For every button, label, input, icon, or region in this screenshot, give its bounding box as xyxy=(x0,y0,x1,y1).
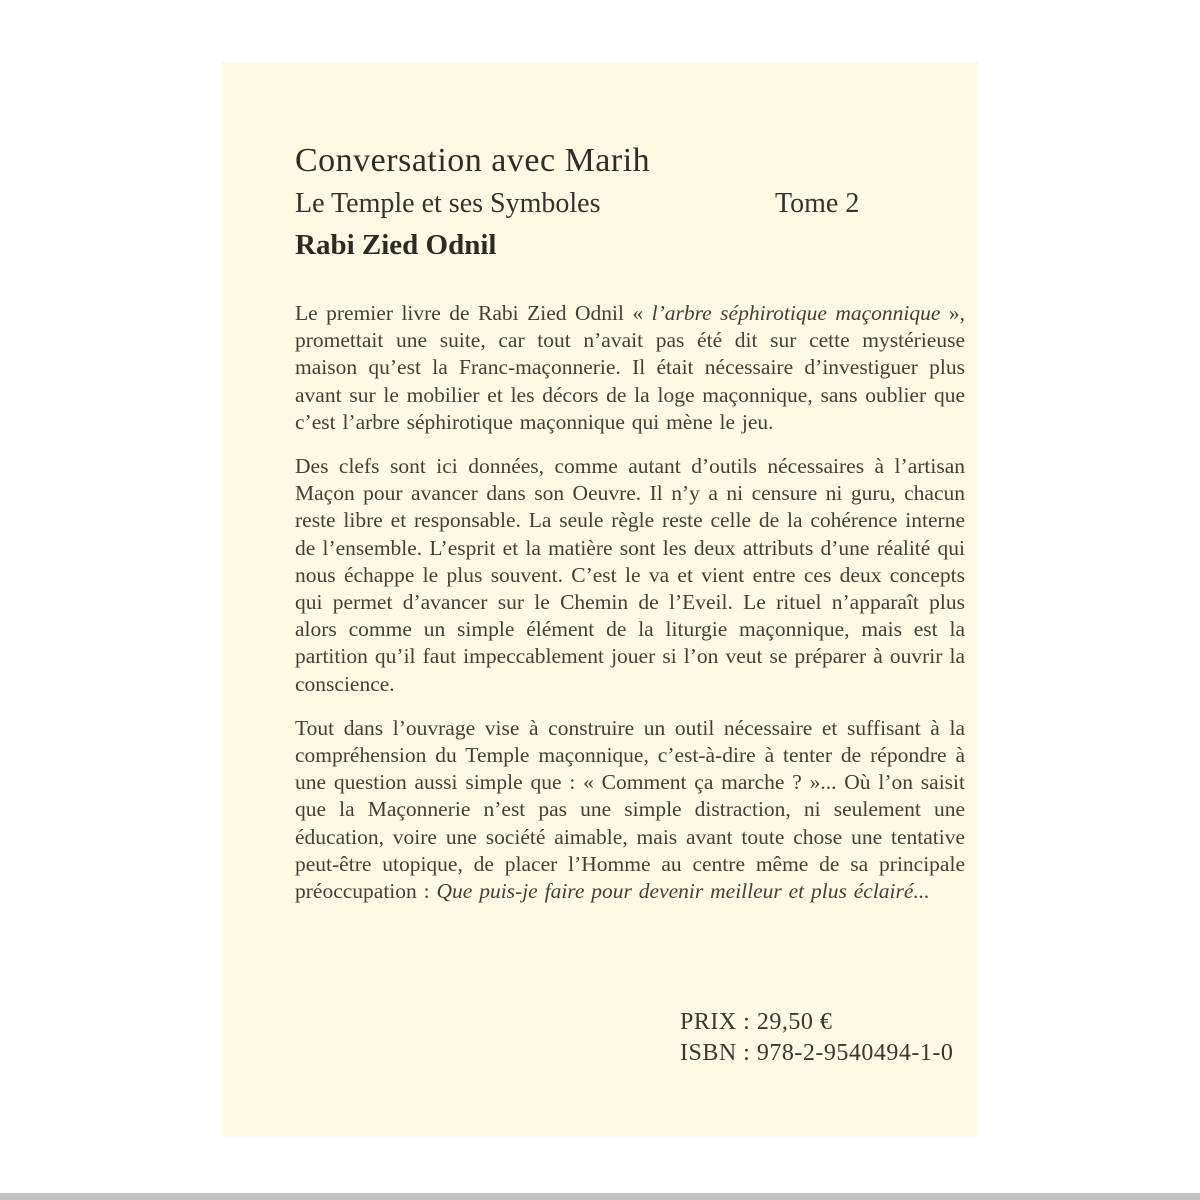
text-run: Des clefs sont ici données, comme autant d’outils nécessaires à l’artisan Maçon pour avancer dans son Oeuvre. Il n’y a ni censure ni guru, chacun reste libre et responsable. La seule règle reste celle de la cohérence interne de l’ensemble. L’esprit et la matière sont les deux attributs d’une réalité qui nous échappe le plus souvent. C’est le va et vient entre ces deux concepts qui permet d’avancer sur le Chemin de l’Eveil. Le rituel n’apparaît plus alors comme un simple élément de la liturgie maçonnique, mais est la partition qu’il faut impeccablement jouer si l’on veut se préparer à ouvrir la conscience. xyxy=(295,454,965,696)
book-title: Conversation avec Marih xyxy=(295,142,651,179)
blurb-paragraph-3 xyxy=(295,715,965,905)
text-run: Tout dans l’ouvrage vise à construire un outil nécessaire et suffisant à la compréhension du Temple maçonnique, c’est-à-dire à tenter de répondre à une question aussi simple que : « Comment ça marche ? »... Où l’on saisit que la Maçonnerie n’est pas une simple distraction, ni seulement une éducation, voire une société aimable, mais avant toute chose une tentative peut-être utopique, de placer l’Homme au centre même de sa principale préoccupation : xyxy=(295,715,965,904)
volume-label: Tome 2 xyxy=(775,188,860,219)
author-name: Rabi Zied Odnil xyxy=(295,229,497,261)
text-run: Le premier livre de Rabi Zied Odnil « xyxy=(295,301,652,325)
blurb-paragraph-2 xyxy=(295,453,965,698)
text-run: Que puis-je faire pour devenir meilleur et plus éclairé... xyxy=(436,879,930,904)
text-run: l’arbre séphirotique maçonnique xyxy=(651,301,941,325)
price-isbn-block xyxy=(680,1007,953,1069)
text-run: », promettait une suite, car tout n’avait pas été dit sur cette mystérieuse maison qu’est la Franc-maçonnerie. Il était nécessaire d’investiguer plus avant sur le mobilier et les décors de la loge maçonnique, sans oublier que c’est l’arbre séphirotique maçonnique qui mène le jeu. xyxy=(295,301,966,434)
blurb-text xyxy=(295,300,965,905)
subtitle-row xyxy=(295,188,965,222)
blurb-paragraph-1 xyxy=(295,300,965,436)
price-line: PRIX : 29,50 € xyxy=(680,1009,833,1035)
book-subtitle: Le Temple et ses Symboles xyxy=(295,188,601,219)
cover-content xyxy=(222,62,978,1135)
photo-bottom-edge xyxy=(0,1193,1200,1200)
book-back-cover xyxy=(222,62,978,1135)
isbn-line: ISBN : 978-2-9540494-1-0 xyxy=(680,1040,954,1066)
